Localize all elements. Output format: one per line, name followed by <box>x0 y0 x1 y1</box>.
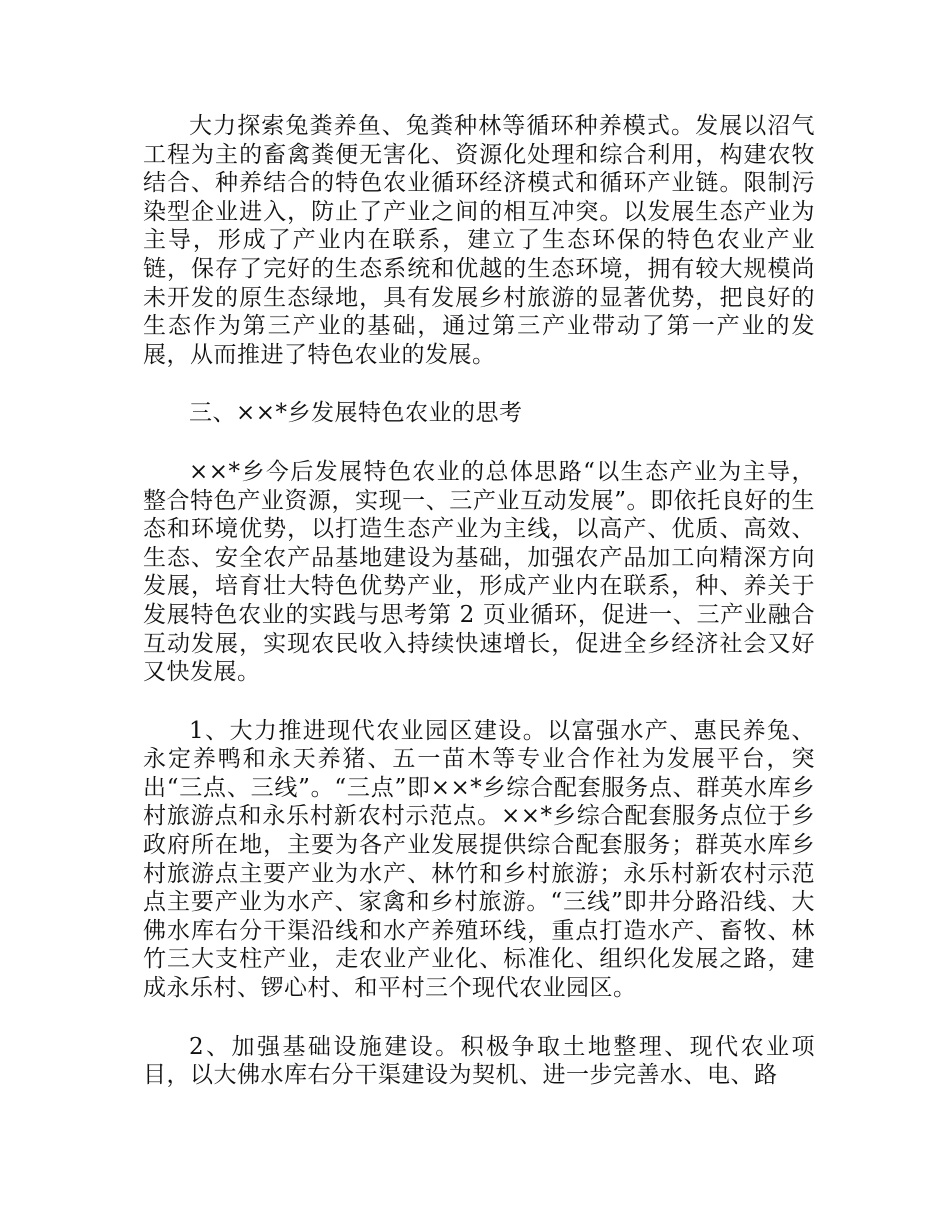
paragraph-overall-approach: ××*乡今后发展特色农业的总体思路“以生态产业为主导，整合特色产业资源，实现一、三产业互动发展”。即依托良好的生态和环境优势，以打造生态产业为主线，以高产、优质、高效、生态、安全农产品基地建设为基础，加强农产品加工向精深方向发展，培育壮大特色优势产业，形成产业内在联系，种、养关于发展特色农业的实践与思考第 2 页业循环，促进一、三产业融合互动发展，实现农民收入持续快速增长，促进全乡经济社会又好又快发展。 <box>143 458 815 686</box>
paragraph-ecological-circular-model: 大力探索兔粪养鱼、兔粪种林等循环种养模式。发展以沼气工程为主的畜禽粪便无害化、资源化处理和综合利用，构建农牧结合、种养结合的特色农业循环经济模式和循环产业链。限制污染型企业进入，防止了产业之间的相互冲突。以发展生态产业为主导，形成了产业内在联系，建立了生态环保的特色农业产业链，保存了完好的生态系统和优越的生态环境，拥有较大规模尚未开发的原生态绿地，具有发展乡村旅游的显著优势，把良好的生态作为第三产业的基础，通过第三产业带动了第一产业的发展，从而推进了特色农业的发展。 <box>143 113 815 368</box>
document-body <box>143 112 815 1090</box>
paragraph-infrastructure: 2、加强基础设施建设。积极争取土地整理、现代农业项目，以大佛水库右分干渠建设为契机、进一步完善水、电、路 <box>143 1033 815 1089</box>
section-heading-three: 三、××*乡发展特色农业的思考 <box>189 400 523 427</box>
paragraph-agricultural-parks: 1、大力推进现代农业园区建设。以富强水产、惠民养兔、永定养鸭和永天养猪、五一苗木等专业合作社为发展平台，突出“三点、三线”。“三点”即××*乡综合配套服务点、群英水库乡村旅游点和永乐村新农村示范点。××*乡综合配套服务点位于乡政府所在地，主要为各产业发展提供综合配套服务；群英水库乡村旅游点主要产业为水产、林竹和乡村旅游；永乐村新农村示范点主要产业为水产、家禽和乡村旅游。“三线”即井分路沿线、大佛水库右分干渠沿线和水产养殖环线，重点打造水产、畜牧、林竹三大支柱产业，走农业产业化、标准化、组织化发展之路，建成永乐村、锣心村、和平村三个现代农业园区。 <box>143 717 815 1002</box>
